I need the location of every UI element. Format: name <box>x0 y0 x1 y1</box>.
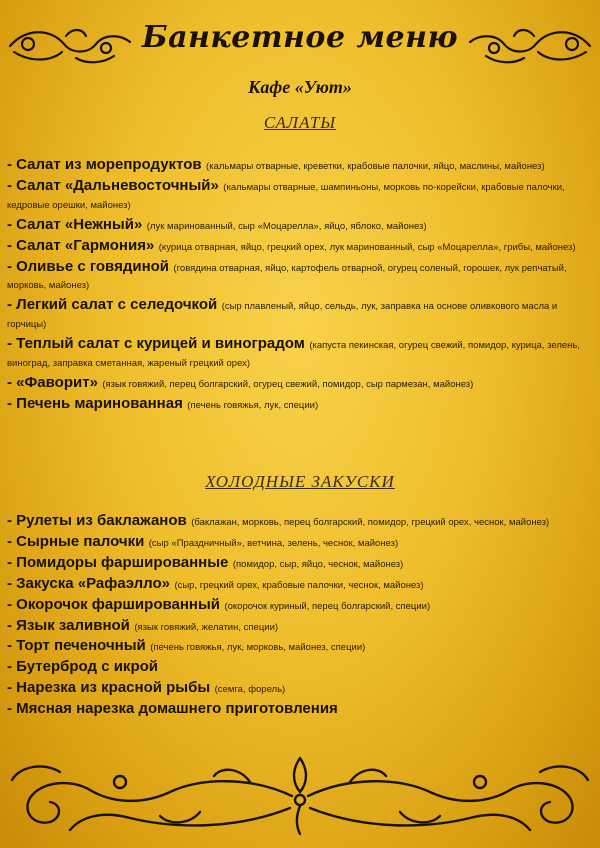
list-item <box>7 700 590 718</box>
item-description: (лук маринованный, сыр «Моцарелла», яйцо, яблоко, майонез) <box>146 220 427 232</box>
item-name: - Сырные палочки <box>7 532 145 550</box>
item-description: (курица отварная, яйцо, грецкий орех, лук маринованный, сыр «Моцарелла», грибы, майонез) <box>158 241 576 253</box>
list-item <box>7 374 590 392</box>
item-name: - Язык заливной <box>7 616 130 634</box>
item-description: (печень говяжья, лук, морковь, майонез, специи) <box>150 642 366 654</box>
item-name: - Салат «Нежный» <box>7 215 143 233</box>
item-description: (капуста пекинская, огурец свежий, помидор, курица, зелень, виноград, заправка сметанная, жареный грецкий орех) <box>7 340 580 370</box>
list-item <box>7 533 590 551</box>
cafe-name: Кафе «Уют» <box>248 77 352 97</box>
item-description: (баклажан, морковь, перец болгарский, помидор, грецкий орех, чеснок, майонез) <box>191 517 550 528</box>
list-item <box>7 575 590 593</box>
list-item <box>7 512 590 530</box>
item-name: - Нарезка из красной рыбы <box>7 679 211 697</box>
item-name: - «Фаворит» <box>7 373 98 391</box>
list-item <box>7 617 590 635</box>
list-item <box>7 554 590 572</box>
item-name: - Торт печеночный <box>7 637 146 655</box>
item-name: - Помидоры фаршированные <box>7 553 229 571</box>
menu-title: Банкетное меню <box>141 20 458 55</box>
item-name: - Оливье с говядиной <box>7 257 170 275</box>
item-name: - Мясная нарезка домашнего приготовления <box>7 700 338 718</box>
section-heading-salads: САЛАТЫ <box>263 113 337 132</box>
item-name: - Рулеты из баклажанов <box>7 512 187 529</box>
list-item <box>7 177 590 213</box>
item-name: - Салат «Гармония» <box>7 236 155 254</box>
item-name: - Окорочок фаршированный <box>7 595 220 613</box>
list-item <box>7 237 590 255</box>
list-item <box>7 296 590 332</box>
list-item <box>7 658 590 676</box>
list-item <box>7 216 590 234</box>
item-name: - Печень маринованная <box>7 394 183 412</box>
item-name: - Закуска «Рафаэлло» <box>7 574 170 592</box>
item-description: (язык говяжий, перец болгарский, огурец свежий, помидор, сыр пармезан, майонез) <box>102 378 474 390</box>
list-item <box>7 596 590 614</box>
item-name: - Салат из морепродуктов <box>7 156 202 173</box>
item-name: - Легкий салат с селедочкой <box>7 296 218 314</box>
item-description: (окорочок куриный, перец болгарский, специи) <box>224 600 431 612</box>
item-description: (кальмары отварные, креветки, крабовые палочки, яйцо, маслины, майонез) <box>206 161 545 172</box>
salads-list <box>7 156 590 416</box>
item-description: (сыр плавленый, яйцо, сельдь, лук, заправка на основе оливкового масла и горчицы) <box>7 301 558 331</box>
list-item <box>7 679 590 697</box>
bottom-ornament-icon <box>0 752 600 844</box>
item-description: (сыр «Праздничный», ветчина, зелень, чеснок, майонез) <box>148 537 399 549</box>
list-item <box>7 258 590 294</box>
item-description: (сыр, грецкий орех, крабовые палочки, чеснок, майонез) <box>174 579 424 591</box>
item-description: (семга, форель) <box>214 684 286 696</box>
list-item <box>7 335 590 371</box>
item-name: - Теплый салат с курицей и виноградом <box>7 335 305 353</box>
item-description: (помидор, сыр, яйцо, чеснок, майонез) <box>232 558 404 570</box>
cold-appetizers-list <box>7 512 590 721</box>
list-item <box>7 395 590 413</box>
item-description: (говядина отварная, яйцо, картофель отварной, огурец соленый, горошек, лук репчатый, морковь, майонез) <box>7 262 567 292</box>
list-item <box>7 156 590 174</box>
list-item <box>7 637 590 655</box>
item-description: (язык говяжий, желатин, специи) <box>134 621 279 633</box>
item-description: (печень говяжья, лук, специи) <box>187 399 319 411</box>
item-name: - Салат «Дальневосточный» <box>7 176 219 194</box>
item-name: - Бутерброд с икрой <box>7 658 158 676</box>
section-heading-cold-appetizers: ХОЛОДНЫЕ ЗАКУСКИ <box>205 472 395 491</box>
item-description: (кальмары отварные, шампиньоны, морковь по-корейски, крабовые палочки, кедровые орешки, майонез) <box>7 181 565 211</box>
